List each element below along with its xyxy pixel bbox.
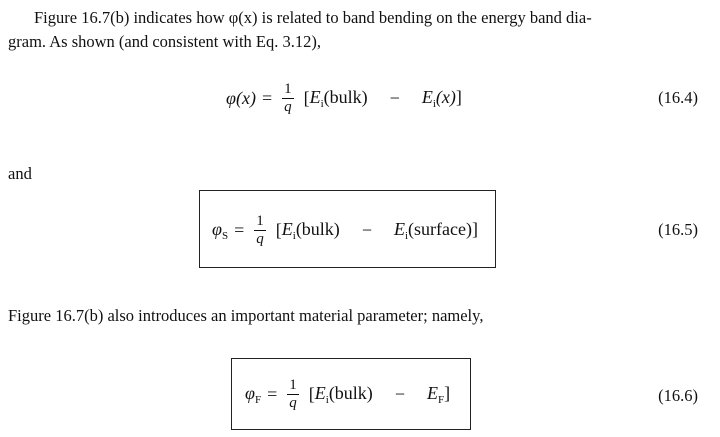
equals-sign: = [234, 219, 245, 240]
energy-symbol: E [314, 382, 326, 403]
equation-16-4 [226, 70, 526, 126]
energy-argument: (surface) [408, 218, 472, 239]
minus-sign: − [361, 219, 372, 240]
energy-argument: (bulk) [295, 218, 340, 239]
intro-paragraph-line-1: Figure 16.7(b) indicates how φ(x) is related to band bending on the energy band dia- [34, 8, 592, 27]
fraction-numerator: 1 [284, 80, 292, 97]
bracket-open: [ [275, 219, 282, 240]
fraction [287, 377, 299, 412]
energy-symbol: E [309, 86, 321, 107]
energy-symbol: E [421, 86, 433, 107]
fraction [254, 213, 266, 248]
equals-sign: = [261, 87, 273, 108]
fraction-denominator: q [289, 394, 297, 411]
energy-symbol: E [281, 218, 293, 239]
equation-lhs: φ [212, 218, 222, 239]
bracket-close: ] [471, 218, 478, 239]
minus-sign: − [389, 87, 400, 108]
bracket-close: ] [455, 86, 462, 107]
bracket-open: [ [308, 383, 315, 404]
energy-argument: (bulk) [323, 86, 368, 107]
equation-number: (16.4) [658, 88, 698, 107]
energy-argument: (bulk) [328, 382, 373, 403]
energy-subscript: i [320, 97, 324, 110]
bracket-close: ] [444, 382, 451, 403]
equation-lhs: φ(x) [226, 87, 256, 108]
minus-sign: − [394, 383, 405, 404]
connector-text: and [8, 164, 32, 183]
equation-16-5 [212, 202, 502, 258]
energy-subscript: i [404, 229, 409, 242]
fraction-numerator: 1 [256, 212, 264, 229]
energy-subscript: F [437, 393, 445, 406]
fraction-denominator: q [284, 98, 292, 115]
energy-argument: (x) [435, 86, 456, 107]
equation-lhs: φ [245, 382, 255, 403]
bracket-open: [ [303, 87, 310, 108]
lhs-subscript: F [254, 393, 262, 406]
energy-symbol: E [426, 382, 438, 403]
energy-subscript: i [432, 97, 436, 110]
energy-symbol: E [393, 218, 405, 239]
equals-sign: = [267, 383, 278, 404]
equation-number: (16.6) [658, 386, 698, 405]
material-parameter-paragraph: Figure 16.7(b) also introduces an important material parameter; namely, [8, 306, 484, 325]
lhs-subscript: S [221, 229, 229, 242]
energy-subscript: i [292, 229, 296, 242]
energy-subscript: i [325, 393, 329, 406]
intro-paragraph-line-2: gram. As shown (and consistent with Eq. 3.12), [8, 32, 322, 51]
fraction-denominator: q [256, 230, 264, 247]
fraction [282, 81, 294, 116]
fraction-numerator: 1 [289, 376, 297, 393]
equation-16-6 [245, 366, 470, 422]
equation-number: (16.5) [658, 220, 698, 239]
